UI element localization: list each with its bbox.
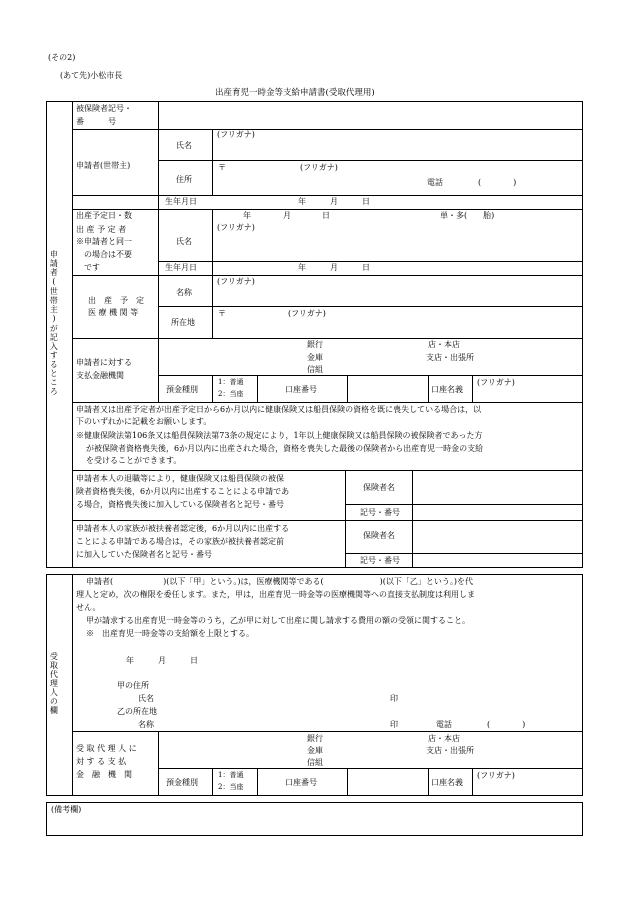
insurer-name-label: 保険者名 bbox=[363, 531, 395, 540]
agent-para: ※ 出産育児一時金等の支給額を上限とする。 bbox=[86, 629, 254, 638]
facility-label-2: 医 療 機 関 等 bbox=[88, 308, 139, 317]
applicant-label: 申請者(世帯主) bbox=[76, 161, 131, 170]
otsu-name-label: 名称 bbox=[138, 720, 154, 729]
furigana-label: (フリガナ) bbox=[217, 277, 255, 286]
dob-label: 生年月日 bbox=[165, 197, 197, 206]
bank-type: 銀行 bbox=[307, 734, 323, 743]
account-no-label: 口座番号 bbox=[285, 778, 317, 787]
symbol-no-label: 記号・番号 bbox=[360, 508, 400, 517]
agent-para: 理人と定め，次の権限を委任します。また，甲は，出産育児一時金等の医療機関等への直接支払制度は利用しま bbox=[76, 590, 476, 599]
note-line: ※健康保険法第106条又は船員保険法第73条の規定により，1年以上健康保険又は船員保険の被保険者であった方 bbox=[76, 431, 483, 440]
retire-text: る場合，資格喪失後に加入している保険者名と記号・番号 bbox=[76, 500, 284, 509]
deposit-type-label: 預金種別 bbox=[166, 385, 198, 394]
bank-type: 信組 bbox=[307, 365, 323, 374]
furigana-label: (フリガナ) bbox=[477, 378, 515, 387]
phone-label: 電話 bbox=[436, 720, 452, 729]
insured-label-2: 番 号 bbox=[76, 117, 116, 126]
agent-bank-label: 受 取 代 理 人 に bbox=[76, 744, 137, 753]
agent-para: せん。 bbox=[76, 603, 101, 612]
retire-text: 申請者本人の退職等により，健康保険又は船員保険の被保 bbox=[76, 474, 284, 483]
note-line: 下のいずれかに記載をお願いします。 bbox=[76, 417, 212, 426]
agent-para: 甲が請求する出産育児一時金等のうち，乙が甲に対して出産に関し請求する費用の額の受領に関すること。 bbox=[86, 616, 470, 625]
location-label: 所在地 bbox=[171, 318, 195, 327]
account-no-label: 口座番号 bbox=[285, 385, 317, 394]
note-line: 申請者又は出産予定者が出産予定日から6か月以内に健康保険又は船員保険の資格を既に喪失している場合は，以 bbox=[76, 405, 482, 414]
bank-type: 金庫 bbox=[307, 353, 323, 362]
seal-mark: 印 bbox=[390, 694, 398, 703]
mother-label-1: 出 産 予 定 者 bbox=[76, 225, 127, 234]
note-line: が被保険者資格喪失後，6か月以内に出産された場合，資格を喪失した最後の保険者から出産育児一時金の支給 bbox=[86, 444, 484, 453]
branch-type: 店・本店 bbox=[428, 734, 460, 743]
phone-paren: ( ) bbox=[487, 720, 526, 729]
account-name-label: 口座名義 bbox=[431, 778, 463, 787]
mother-label-2: ※申請者と同一 bbox=[76, 237, 132, 246]
addressee: (あて先)小松市長 bbox=[60, 71, 123, 80]
furigana-label: (フリガナ) bbox=[477, 771, 515, 780]
bank-label-1: 申請者に対する bbox=[76, 358, 132, 367]
kou-name-label: 氏名 bbox=[138, 694, 154, 703]
deposit-type: 1：普通 bbox=[218, 378, 244, 386]
phone-label: 電話 bbox=[427, 178, 443, 187]
insured-label: 被保険者記号・ bbox=[76, 104, 132, 113]
agent-section-label: 受取代理人の欄 bbox=[49, 652, 59, 715]
dob-label: 生年月日 bbox=[165, 263, 197, 272]
insurer-name-label: 保険者名 bbox=[363, 483, 395, 492]
form-title: 出産育児一時金等支給申請書(受取代理用) bbox=[215, 88, 375, 98]
note-line: を受けることができます。 bbox=[86, 456, 182, 465]
branch-type: 支店・出張所 bbox=[426, 353, 474, 362]
symbol-no-label: 記号・番号 bbox=[360, 556, 400, 565]
furigana-label: (フリガナ) bbox=[288, 309, 326, 318]
furigana-label: (フリガナ) bbox=[217, 223, 255, 232]
seal-mark: 印 bbox=[390, 720, 398, 729]
bank-label-2: 支払金融機関 bbox=[76, 371, 124, 380]
deposit-type: 2：当座 bbox=[218, 783, 244, 791]
furigana-label: (フリガナ) bbox=[300, 163, 338, 172]
furigana-label: (フリガナ) bbox=[217, 130, 255, 139]
address-label: 住所 bbox=[176, 175, 192, 184]
remarks-box[interactable] bbox=[46, 802, 583, 836]
single-multi: 単・多( 胎) bbox=[440, 211, 495, 220]
branch-type: 店・本店 bbox=[428, 340, 460, 349]
account-name-label: 口座名義 bbox=[431, 385, 463, 394]
bank-type: 信組 bbox=[307, 758, 323, 767]
family-text: 申請者本人の家族が被扶養者認定後，6か月以内に出産する bbox=[76, 524, 290, 533]
agent-bank-label: 金 融 機 関 bbox=[76, 770, 132, 779]
dob-date: 年 月 日 bbox=[298, 197, 370, 206]
due-year: 年 bbox=[243, 211, 251, 220]
due-day: 日 bbox=[322, 211, 330, 220]
deposit-type: 1：普通 bbox=[218, 771, 244, 779]
applicant-section-label: 申請者(世帯主)が記入するところ bbox=[49, 250, 59, 396]
bank-type: 銀行 bbox=[307, 340, 323, 349]
branch-type: 支店・出張所 bbox=[426, 746, 474, 755]
dob-date: 年 月 日 bbox=[298, 263, 370, 272]
postal-mark: 〒 bbox=[218, 163, 226, 172]
family-text: に加入していた保険者名と記号・番号 bbox=[76, 550, 212, 559]
page-ref: (その2) bbox=[48, 53, 76, 62]
agent-bank-label: 対 す る 支 払 bbox=[76, 757, 127, 766]
phone-paren: ( ) bbox=[478, 178, 517, 187]
facility-name-label: 名称 bbox=[176, 288, 192, 297]
retire-text: 険者資格喪失後，6か月以内に出産することによる申請であ bbox=[76, 487, 290, 496]
otsu-address-label: 乙の所在地 bbox=[117, 707, 157, 716]
name-label: 氏名 bbox=[176, 141, 192, 150]
remarks-label: (備考欄) bbox=[51, 805, 82, 814]
mother-label-4: です bbox=[76, 263, 100, 272]
name-label: 氏名 bbox=[176, 237, 192, 246]
deposit-type-label: 預金種別 bbox=[166, 778, 198, 787]
due-date-label: 出産予定日・数 bbox=[76, 211, 132, 220]
postal-mark: 〒 bbox=[218, 309, 226, 318]
family-text: ことによる申請である場合は，その家族が被扶養者認定前 bbox=[76, 537, 284, 546]
mother-label-3: の場合は不要 bbox=[76, 250, 132, 259]
agent-para: 申請者( )(以下「甲」という。)は，医療機関等である( )(以下「乙」という。)を代 bbox=[86, 577, 473, 586]
deposit-type: 2：当座 bbox=[218, 390, 244, 398]
agent-date: 年 月 日 bbox=[126, 656, 198, 665]
bank-type: 金庫 bbox=[307, 746, 323, 755]
facility-label-1: 出 産 予 定 bbox=[88, 296, 144, 305]
due-month: 月 bbox=[283, 211, 291, 220]
kou-address-label: 甲の住所 bbox=[117, 681, 149, 690]
